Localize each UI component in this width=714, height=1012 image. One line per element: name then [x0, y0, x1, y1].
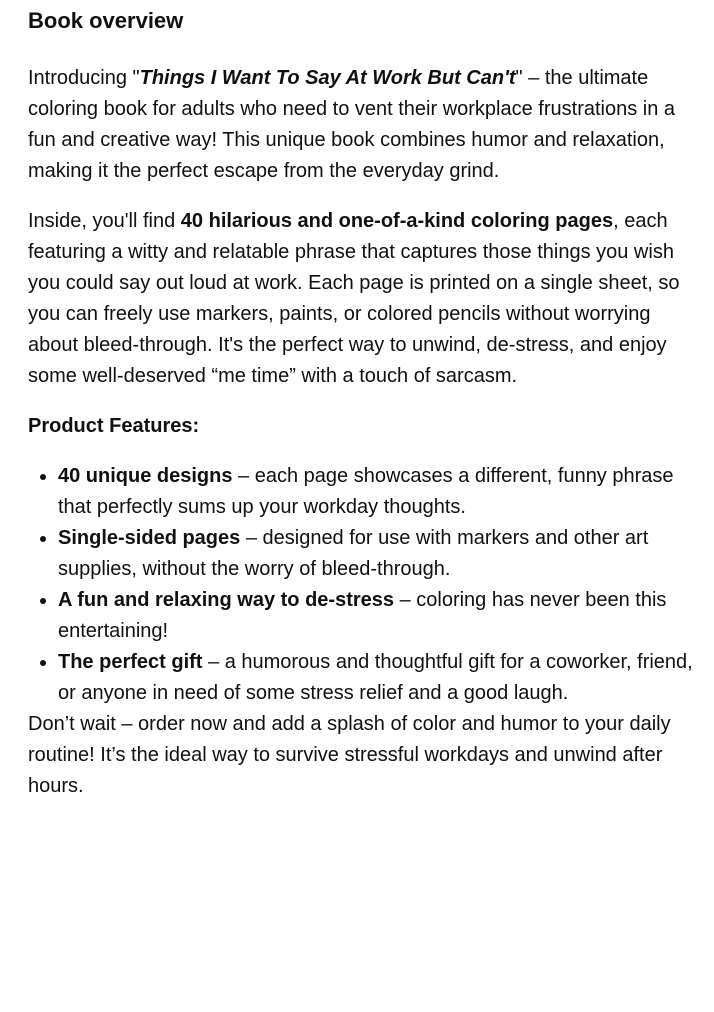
- feature-term: Single-sided pages: [58, 527, 241, 549]
- inside-text-prefix: Inside, you'll find: [28, 210, 181, 232]
- intro-text-after-title: " – the ultimate coloring book for adults who need to vent their workplace frustrations in a fun and creative way! This unique book combines humor and relaxation, making it the perfect escape from the everyday grind.: [28, 67, 676, 182]
- intro-text-before-title: Introducing ": [28, 67, 140, 89]
- feature-description: – each page showcases a different, funny phrase that perfectly sums up your workday thoughts.: [58, 465, 674, 518]
- feature-item-destress: [58, 585, 702, 647]
- feature-description: – designed for use with markers and other art supplies, without the worry of bleed-through.: [58, 527, 649, 580]
- feature-description: – a humorous and thoughtful gift for a coworker, friend, or anyone in need of some stress relief and a good laugh.: [58, 651, 693, 704]
- inside-text-suffix: , each featuring a witty and relatable phrase that captures those things you wish you could say out loud at work. Each page is printed on a single sheet, so you can freely use markers, paints, or colored pencils without worrying about bleed-through. It's the perfect way to unwind, de-stress, and enjoy some well-deserved “me time” with a touch of sarcasm.: [28, 210, 680, 387]
- features-heading: Product Features:: [28, 415, 200, 437]
- feature-item-perfect-gift: [58, 647, 702, 709]
- feature-term: 40 unique designs: [58, 465, 233, 487]
- feature-term: A fun and relaxing way to de-stress: [58, 589, 395, 611]
- coloring-pages-highlight: 40 hilarious and one-of-a-kind coloring pages: [180, 210, 614, 232]
- feature-item-single-sided-pages: [58, 523, 702, 585]
- feature-item-unique-designs: [58, 461, 702, 523]
- intro-paragraph: [28, 63, 702, 187]
- features-list: [28, 461, 702, 709]
- book-title: Things I Want To Say At Work But Can't: [139, 67, 516, 89]
- inside-paragraph: [28, 206, 702, 392]
- outro-paragraph: Don’t wait – order now and add a splash of color and humor to your daily routine! It’s the ideal way to survive stressful workdays and unwind after hours.: [28, 713, 671, 797]
- section-heading: Book overview: [28, 8, 184, 33]
- feature-description: – coloring has never been this entertaining!: [58, 589, 667, 642]
- feature-term: The perfect gift: [58, 651, 203, 673]
